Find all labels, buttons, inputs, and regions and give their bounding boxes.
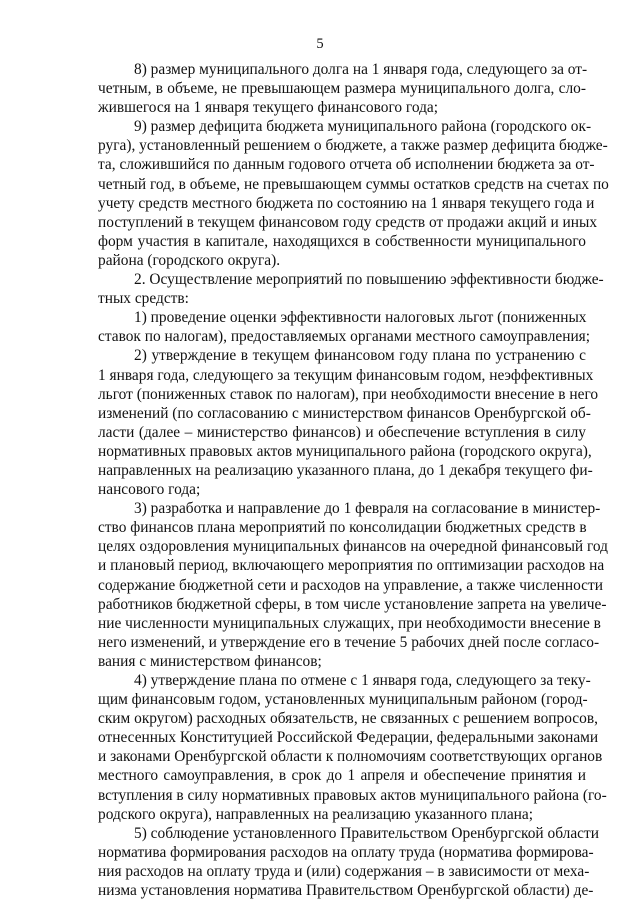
text-line: и законами Оренбургской области к полномочиям соответствующих органов bbox=[98, 748, 603, 766]
text-line: него изменений, и утверждение его в течение 5 рабочих дней после согласо- bbox=[98, 633, 600, 651]
text-line: 1) проведение оценки эффективности налоговых льгот (пониженных bbox=[134, 309, 587, 327]
text-line: 2) утверждение в текущем финансовом году плана по устранению с bbox=[134, 347, 586, 365]
text-line: вания с министерством финансов; bbox=[98, 652, 322, 670]
text-line: ставок по налогам), предоставляемых органами местного самоуправления; bbox=[98, 328, 591, 346]
text-line: содержание бюджетной сети и расходов на управление, а также численности bbox=[98, 576, 603, 594]
text-line: нансового года; bbox=[98, 481, 201, 499]
text-line: норматива формирования расходов на оплату труда (норматива формирова- bbox=[98, 843, 594, 861]
text-line: 1 января года, следующего за текущим финансовым годом, неэффективных bbox=[98, 366, 594, 384]
text-line: ским округом) расходных обязательств, не связанных с решением вопросов, bbox=[98, 710, 598, 728]
page-number: 5 bbox=[316, 36, 324, 52]
text-line: и плановый период, включающего мероприятия по оптимизации расходов на bbox=[98, 557, 605, 575]
text-line: местного самоуправления, в срок до 1 апреля и обеспечение принятия и bbox=[98, 767, 586, 785]
text-line: нормативных правовых актов муниципального района (городского округа), bbox=[98, 442, 592, 460]
text-line: руга), установленный решением о бюджете, а также размер дефицита бюдже- bbox=[98, 137, 608, 155]
text-line: поступлений в текущем финансовом году средств от продажи акций и иных bbox=[98, 213, 598, 231]
text-line: четным, в объеме, не превышающем размера муниципального долга, сло- bbox=[98, 80, 586, 98]
text-line: отнесенных Конституцией Российской Федерации, федеральными законами bbox=[98, 729, 599, 747]
text-line: работников бюджетной сферы, в том числе установление запрета на увеличе- bbox=[98, 595, 607, 613]
text-line: вступления в силу нормативных правовых актов муниципального района (го- bbox=[98, 786, 607, 804]
text-line: льгот (пониженных ставок по налогам), при необходимости внесение в него bbox=[98, 385, 599, 403]
text-line: ство финансов плана мероприятий по консолидации бюджетных средств в bbox=[98, 519, 587, 537]
text-line: родского округа), направленных на реализацию указанного плана; bbox=[98, 805, 534, 823]
text-line: 8) размер муниципального долга на 1 января года, следующего за от- bbox=[134, 61, 588, 78]
text-line: целях оздоровления муниципальных финансов на очередной финансовый год bbox=[98, 538, 609, 556]
text-line: четный год, в объеме, не превышающем суммы остатков средств на счетах по bbox=[98, 175, 609, 193]
text-line: ние численности муниципальных служащих, при необходимости внесение в bbox=[98, 614, 601, 632]
text-line: ния расходов на оплату труда и (или) содержания – в зависимости от меха- bbox=[98, 862, 590, 880]
scan-edge-strip bbox=[0, 893, 640, 905]
text-line: 5) соблюдение установленного Правительством Оренбургской области bbox=[134, 824, 599, 842]
text-line: низма установления норматива Правительством Оренбургской области) де- bbox=[98, 882, 594, 900]
text-line: ласти (далее – министерство финансов) и обеспечение вступления в силу bbox=[98, 423, 586, 441]
text-line: жившегося на 1 января текущего финансового года; bbox=[98, 99, 439, 117]
text-line: та, сложившийся по данным годового отчета об исполнении бюджета за от- bbox=[98, 156, 595, 174]
document-body bbox=[98, 60, 609, 900]
text-line: изменений (по согласованию с министерством финансов Оренбургской об- bbox=[98, 404, 591, 422]
text-line: 4) утверждение плана по отмене с 1 января года, следующего за теку- bbox=[134, 672, 591, 689]
text-line: 9) размер дефицита бюджета муниципального района (городского ок- bbox=[134, 118, 592, 136]
text-line: учету средств местного бюджета по состоянию на 1 января текущего года и bbox=[98, 194, 595, 212]
text-line: 3) разработка и направление до 1 февраля на согласование в министер- bbox=[134, 500, 601, 518]
text-line: форм участия в капитале, находящихся в собственности муниципального bbox=[98, 232, 586, 250]
text-line: тных средств: bbox=[98, 290, 189, 308]
text-line: щим финансовым годом, установленных муниципальным районом (город- bbox=[98, 691, 588, 709]
text-line: направленных на реализацию указанного плана, до 1 декабря текущего фи- bbox=[98, 461, 593, 479]
text-line: 2. Осуществление мероприятий по повышению эффективности бюдже- bbox=[134, 271, 604, 289]
text-line: района (городского округа). bbox=[98, 251, 281, 269]
